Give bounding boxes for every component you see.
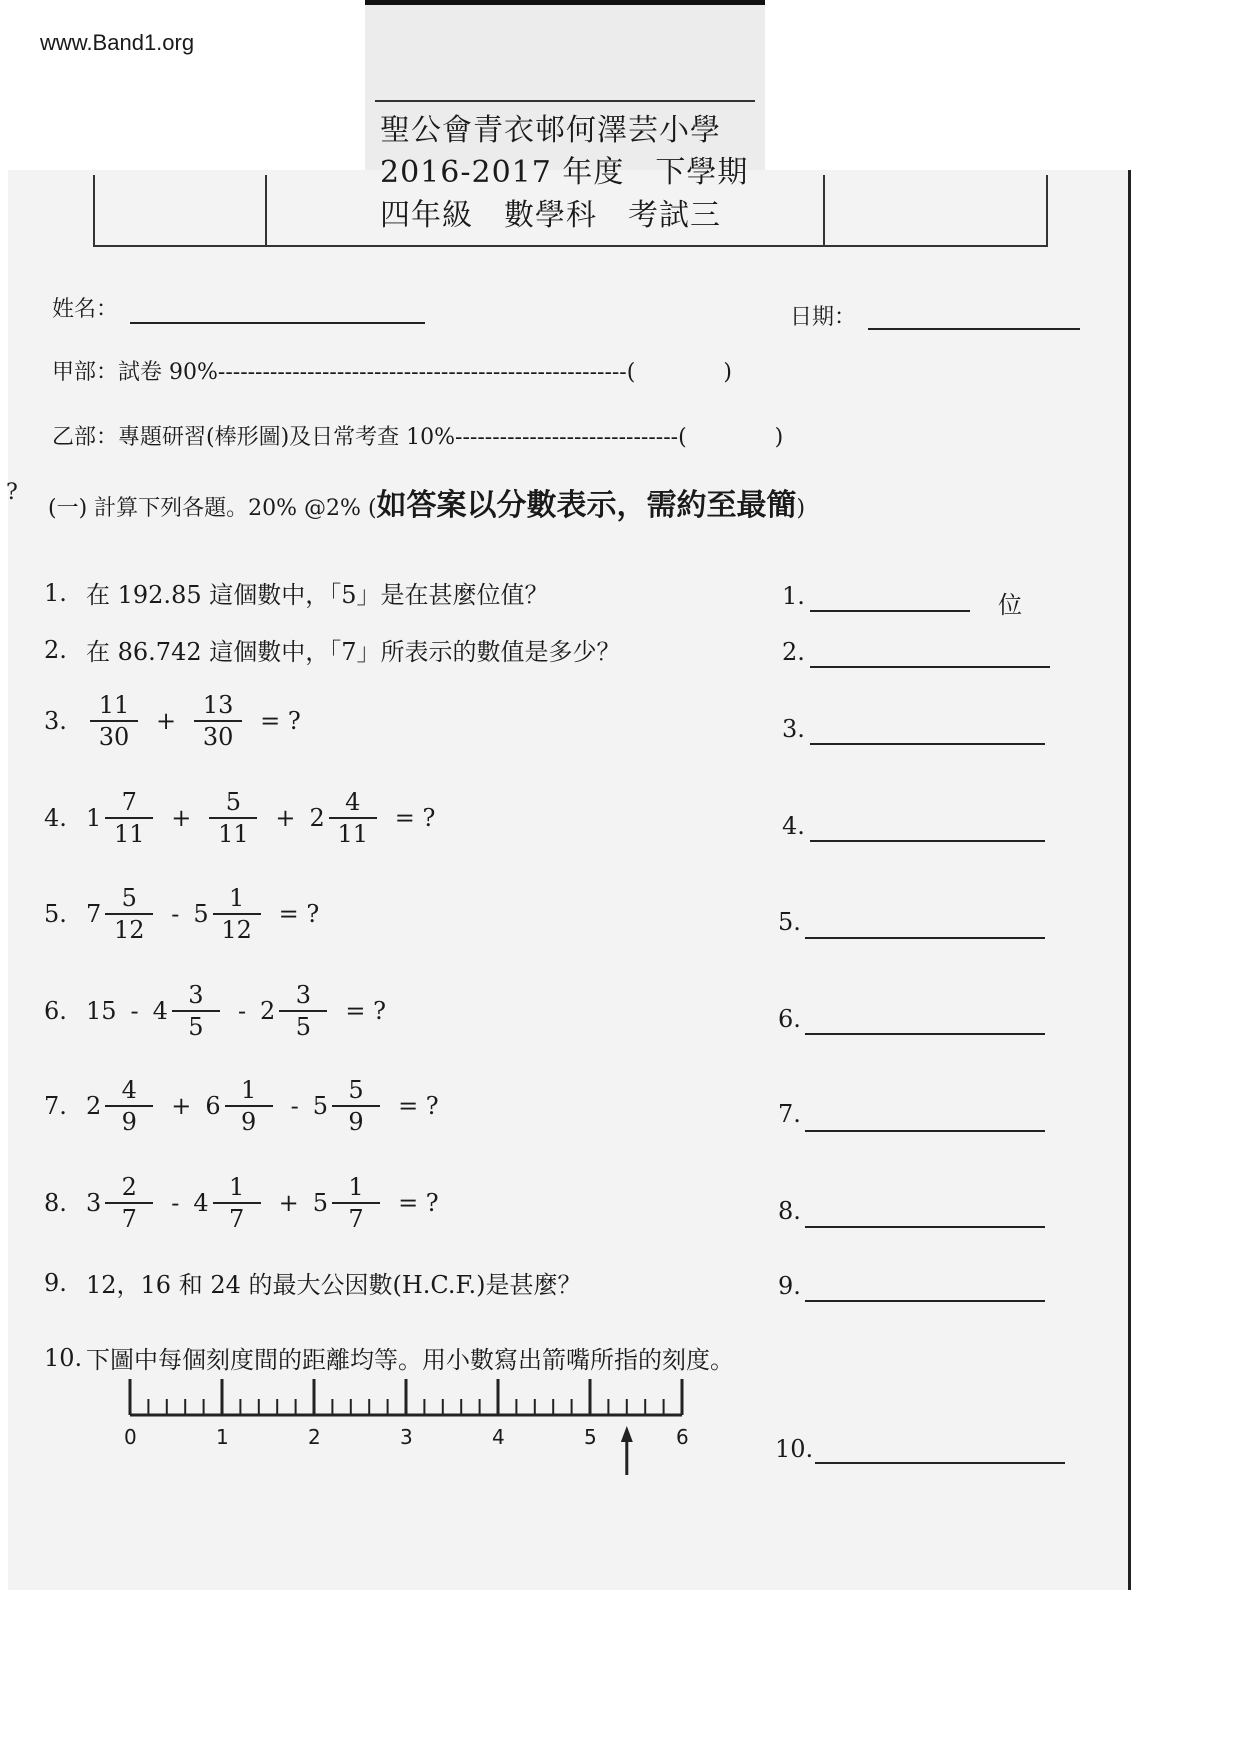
question-number: 3. (44, 707, 67, 735)
fraction: $\frac{5}{12}$ (105, 883, 153, 945)
question-number: 2. (44, 635, 67, 664)
fraction: $\frac{1}{7}$ (213, 1172, 261, 1234)
answer-label-5: 5. (778, 908, 801, 936)
question-number: 9. (44, 1268, 67, 1297)
question-text: 12，16 和 24 的最大公因數(H.C.F.)是甚麼？ (86, 1271, 582, 1299)
date-field[interactable] (868, 328, 1080, 330)
whole-number: 4 (152, 997, 168, 1025)
whole-number: 5 (312, 1189, 329, 1217)
exam-title: 四年級 數學科 考試三 (380, 198, 721, 233)
whole-number: 7 (86, 900, 102, 928)
question-8 (44, 1172, 453, 1234)
fraction: $\frac{4}{9}$ (105, 1075, 153, 1137)
fraction: $\frac{5}{11}$ (209, 787, 257, 849)
fraction: $\frac{3}{5}$ (172, 980, 220, 1042)
answer-label-1: 1. (782, 582, 805, 610)
fraction: $\frac{5}{9}$ (332, 1075, 380, 1137)
answer-label-4: 4. (782, 812, 805, 840)
question-number: 8. (44, 1189, 67, 1217)
question-number: 4. (44, 804, 67, 832)
whole-number: 15 (86, 997, 117, 1025)
operator: + (156, 707, 177, 735)
question-number: 10. (44, 1343, 83, 1372)
answer-field-7[interactable] (805, 1130, 1045, 1132)
whole-number: 2 (260, 997, 276, 1025)
question-7 (44, 1075, 453, 1137)
part-b-line: 乙部：專題研習(棒形圖)及日常考查 10%------------------------------( ) (52, 425, 784, 450)
fraction: $\frac{13}{30}$ (194, 690, 242, 752)
question-6 (44, 980, 400, 1042)
section-1-close: ) (796, 496, 806, 521)
question-text: 在 192.85 這個數中，「5」是在甚麼位值？ (86, 581, 549, 609)
ruler-tick-label: 2 (308, 1425, 321, 1449)
question-number: 7. (44, 1092, 67, 1120)
fraction: $\frac{2}{7}$ (105, 1172, 153, 1234)
equals-question: = ? (260, 707, 301, 735)
grid-divider (265, 175, 267, 245)
operator: + (171, 804, 192, 832)
answer-field-6[interactable] (805, 1033, 1045, 1035)
whole-number: 3 (86, 1189, 102, 1217)
question-2 (44, 632, 621, 667)
whole-number: 2 (86, 1092, 102, 1120)
fraction: $\frac{3}{5}$ (279, 980, 327, 1042)
ruler-arrow-icon (621, 1426, 633, 1475)
fraction: $\frac{11}{30}$ (90, 690, 138, 752)
answer-field-8[interactable] (805, 1226, 1045, 1228)
equals-question: = ? (394, 804, 436, 832)
equals-question: = ? (398, 1189, 439, 1217)
operator: - (290, 1092, 299, 1120)
watermark-url: www.Band1.org (40, 30, 195, 55)
date-label: 日期： (790, 305, 857, 330)
answer-field-3[interactable] (810, 743, 1045, 745)
school-name: 聖公會青衣邨何澤芸小學 (380, 113, 721, 148)
fraction: $\frac{1}{7}$ (332, 1172, 380, 1234)
operator: - (171, 900, 180, 928)
whole-number: 5 (312, 1092, 329, 1120)
part-a-line: 甲部：試卷 90%-------------------------------------------------------( ) (52, 360, 732, 385)
answer-field-4[interactable] (810, 840, 1045, 842)
operator: - (130, 997, 139, 1025)
ruler-tick-label: 1 (216, 1425, 229, 1449)
equals-question: = ? (278, 900, 320, 928)
ruler-tick-label: 4 (492, 1425, 505, 1449)
operator: - (171, 1189, 180, 1217)
answer-field-10[interactable] (815, 1462, 1065, 1464)
question-number: 5. (44, 900, 67, 928)
fraction: $\frac{1}{9}$ (225, 1075, 273, 1137)
operator: - (237, 997, 247, 1025)
header-divider (375, 100, 755, 102)
name-field[interactable] (130, 322, 425, 324)
section-1-emphasis: 如答案以分數表示，需約至最簡 (376, 488, 797, 523)
question-number: 6. (44, 997, 67, 1025)
question-3 (44, 690, 315, 752)
answer-field-2[interactable] (810, 666, 1050, 668)
question-text: 下圖中每個刻度間的距離均等。用小數寫出箭嘴所指的刻度。 (86, 1346, 734, 1374)
question-number: 1. (44, 578, 67, 607)
operator: + (278, 1189, 299, 1217)
whole-number: 6 (205, 1092, 221, 1120)
whole-number: 4 (193, 1189, 209, 1217)
name-label: 姓名： (52, 297, 119, 322)
margin-mark: ? (6, 480, 18, 505)
ruler-tick-label: 0 (124, 1425, 137, 1449)
answer-label-3: 3. (782, 715, 805, 743)
question-9 (44, 1265, 581, 1300)
operator: + (171, 1092, 192, 1120)
fraction: $\frac{1}{12}$ (213, 883, 261, 945)
ruler-tick-label: 3 (400, 1425, 413, 1449)
answer-label-7: 7. (778, 1100, 801, 1128)
ruler-ticks (130, 1379, 682, 1415)
ruler-tick-label: 5 (584, 1425, 597, 1449)
fraction: $\frac{4}{11}$ (329, 787, 377, 849)
equals-question: = ? (345, 997, 386, 1025)
question-4 (44, 787, 449, 849)
answer-label-2: 2. (782, 638, 805, 666)
section-1-heading (48, 480, 805, 524)
answer-field-5[interactable] (805, 937, 1045, 939)
question-1 (44, 575, 549, 610)
answer-label-6: 6. (778, 1005, 801, 1033)
operator: + (275, 804, 296, 832)
question-text: 在 86.742 這個數中，「7」所表示的數值是多少？ (86, 638, 621, 666)
ruler-tick-label: 6 (676, 1425, 689, 1449)
answer-field-9[interactable] (805, 1300, 1045, 1302)
question-5 (44, 883, 333, 945)
whole-number: 5 (193, 900, 209, 928)
section-1-title: (一) 計算下列各題。20% @2% ( (48, 496, 377, 521)
whole-number: 1 (86, 804, 102, 832)
term-title: 2016-2017 年度 下學期 (380, 155, 749, 190)
answer-label-9: 9. (778, 1272, 801, 1300)
fraction: $\frac{7}{11}$ (105, 787, 153, 849)
answer-label-8: 8. (778, 1197, 801, 1225)
answer-unit-1: 位 (998, 591, 1022, 619)
answer-field-1[interactable] (810, 610, 970, 612)
grid-divider (823, 175, 825, 245)
arrow-head (621, 1426, 633, 1442)
answer-label-10: 10. (775, 1435, 814, 1463)
equals-question: = ? (398, 1092, 439, 1120)
header-top-bar (365, 0, 765, 5)
whole-number: 2 (309, 804, 325, 832)
